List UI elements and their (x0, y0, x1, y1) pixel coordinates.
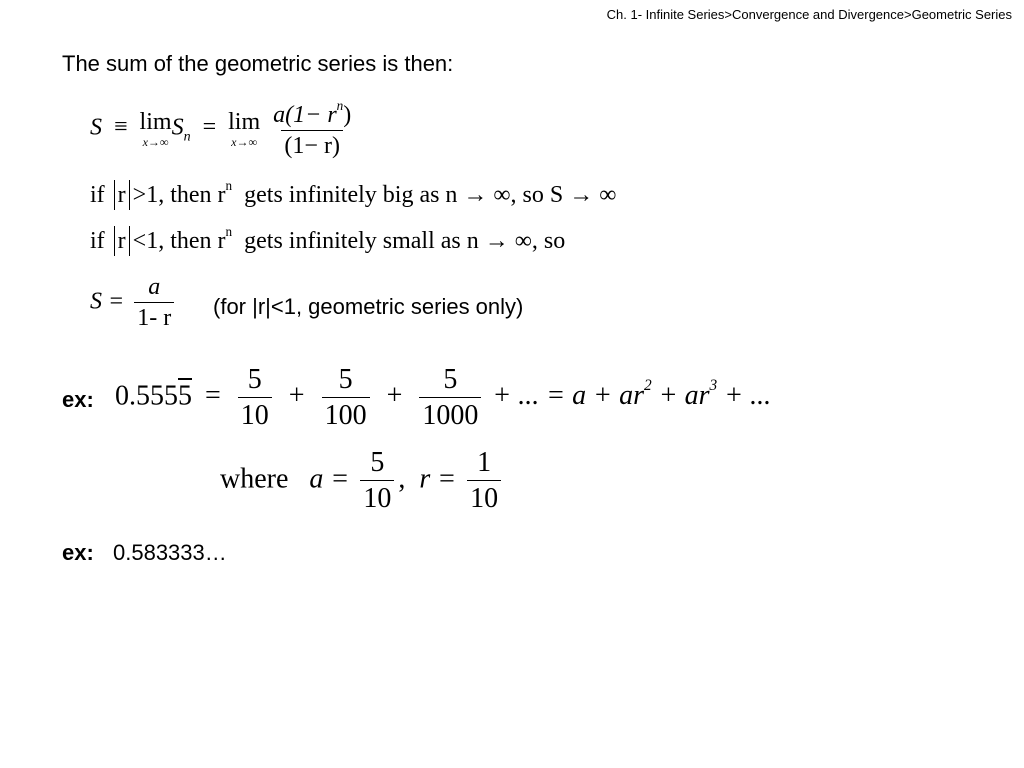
lim-text-2: lim (228, 108, 261, 135)
eq-symbol: = (202, 114, 217, 141)
intro-text: The sum of the geometric series is then: (62, 51, 454, 76)
equiv-symbol: ≡ (114, 114, 128, 141)
convergence-note: (for |r|<1, geometric series only) (213, 294, 524, 319)
example1-label: ex: (62, 387, 94, 412)
lim-subscript-2: x→∞ (231, 134, 258, 149)
r-label: r = (419, 463, 457, 495)
sum-fraction (134, 274, 174, 332)
example2-label: ex: (62, 540, 94, 565)
limit-denominator: (1− r) (281, 130, 343, 160)
condition-diverge: if r >1, then $r^n$ gets infinitely big as n → ∞, so S → ∞ (90, 178, 617, 208)
r-fraction: $\frac{1}{10}$ (467, 447, 501, 515)
sum-denominator: 1- r (134, 302, 174, 332)
limit-formula (90, 98, 358, 160)
fraction-term-1: $\frac{5}{10}$ (238, 364, 272, 432)
where-text: where (220, 463, 289, 495)
fraction-term-2: $\frac{5}{100}$ (322, 364, 370, 432)
lim-text: lim (139, 108, 172, 135)
limit-operator (140, 110, 172, 148)
fraction-term-3: $\frac{5}{1000}$ (419, 364, 481, 432)
limit-operator-2 (228, 110, 260, 148)
a-label: a = (309, 463, 350, 495)
limit-numerator: $a(1- r^n)$ (273, 98, 352, 128)
sum-lhs: S = (90, 288, 125, 315)
limit-fraction (270, 98, 354, 160)
example1-series: 0.5555 = $\frac{5}{10}$ + $\frac{5}{100}$ + $\frac{5}{1000}$ + ... = $a + ar^2 + ar^3$ + ... (115, 364, 772, 431)
example1-where: where a = $\frac{5}{10}$ , r = $\frac{1}{10}$ (220, 447, 505, 515)
lim-subscript: x→∞ (142, 134, 169, 149)
repeating-decimal: 0.5555 (115, 380, 192, 412)
formula-lhs: S (90, 114, 102, 141)
condition-converge: if r <1, then $r^n$ gets infinitely small as n → ∞, so (90, 224, 566, 254)
a-fraction: $\frac{5}{10}$ (360, 447, 394, 515)
breadcrumb: Ch. 1- Infinite Series>Convergence and Divergence>Geometric Series (606, 7, 1012, 22)
sum-formula (90, 274, 178, 332)
sn-subscript: n (183, 129, 191, 145)
sum-numerator: a (148, 274, 161, 300)
series-tail: + ... = $a + ar^2 + ar^3$ + ... (492, 377, 772, 412)
example2-value: 0.583333… (113, 540, 227, 565)
sn-symbol: S (171, 114, 184, 141)
